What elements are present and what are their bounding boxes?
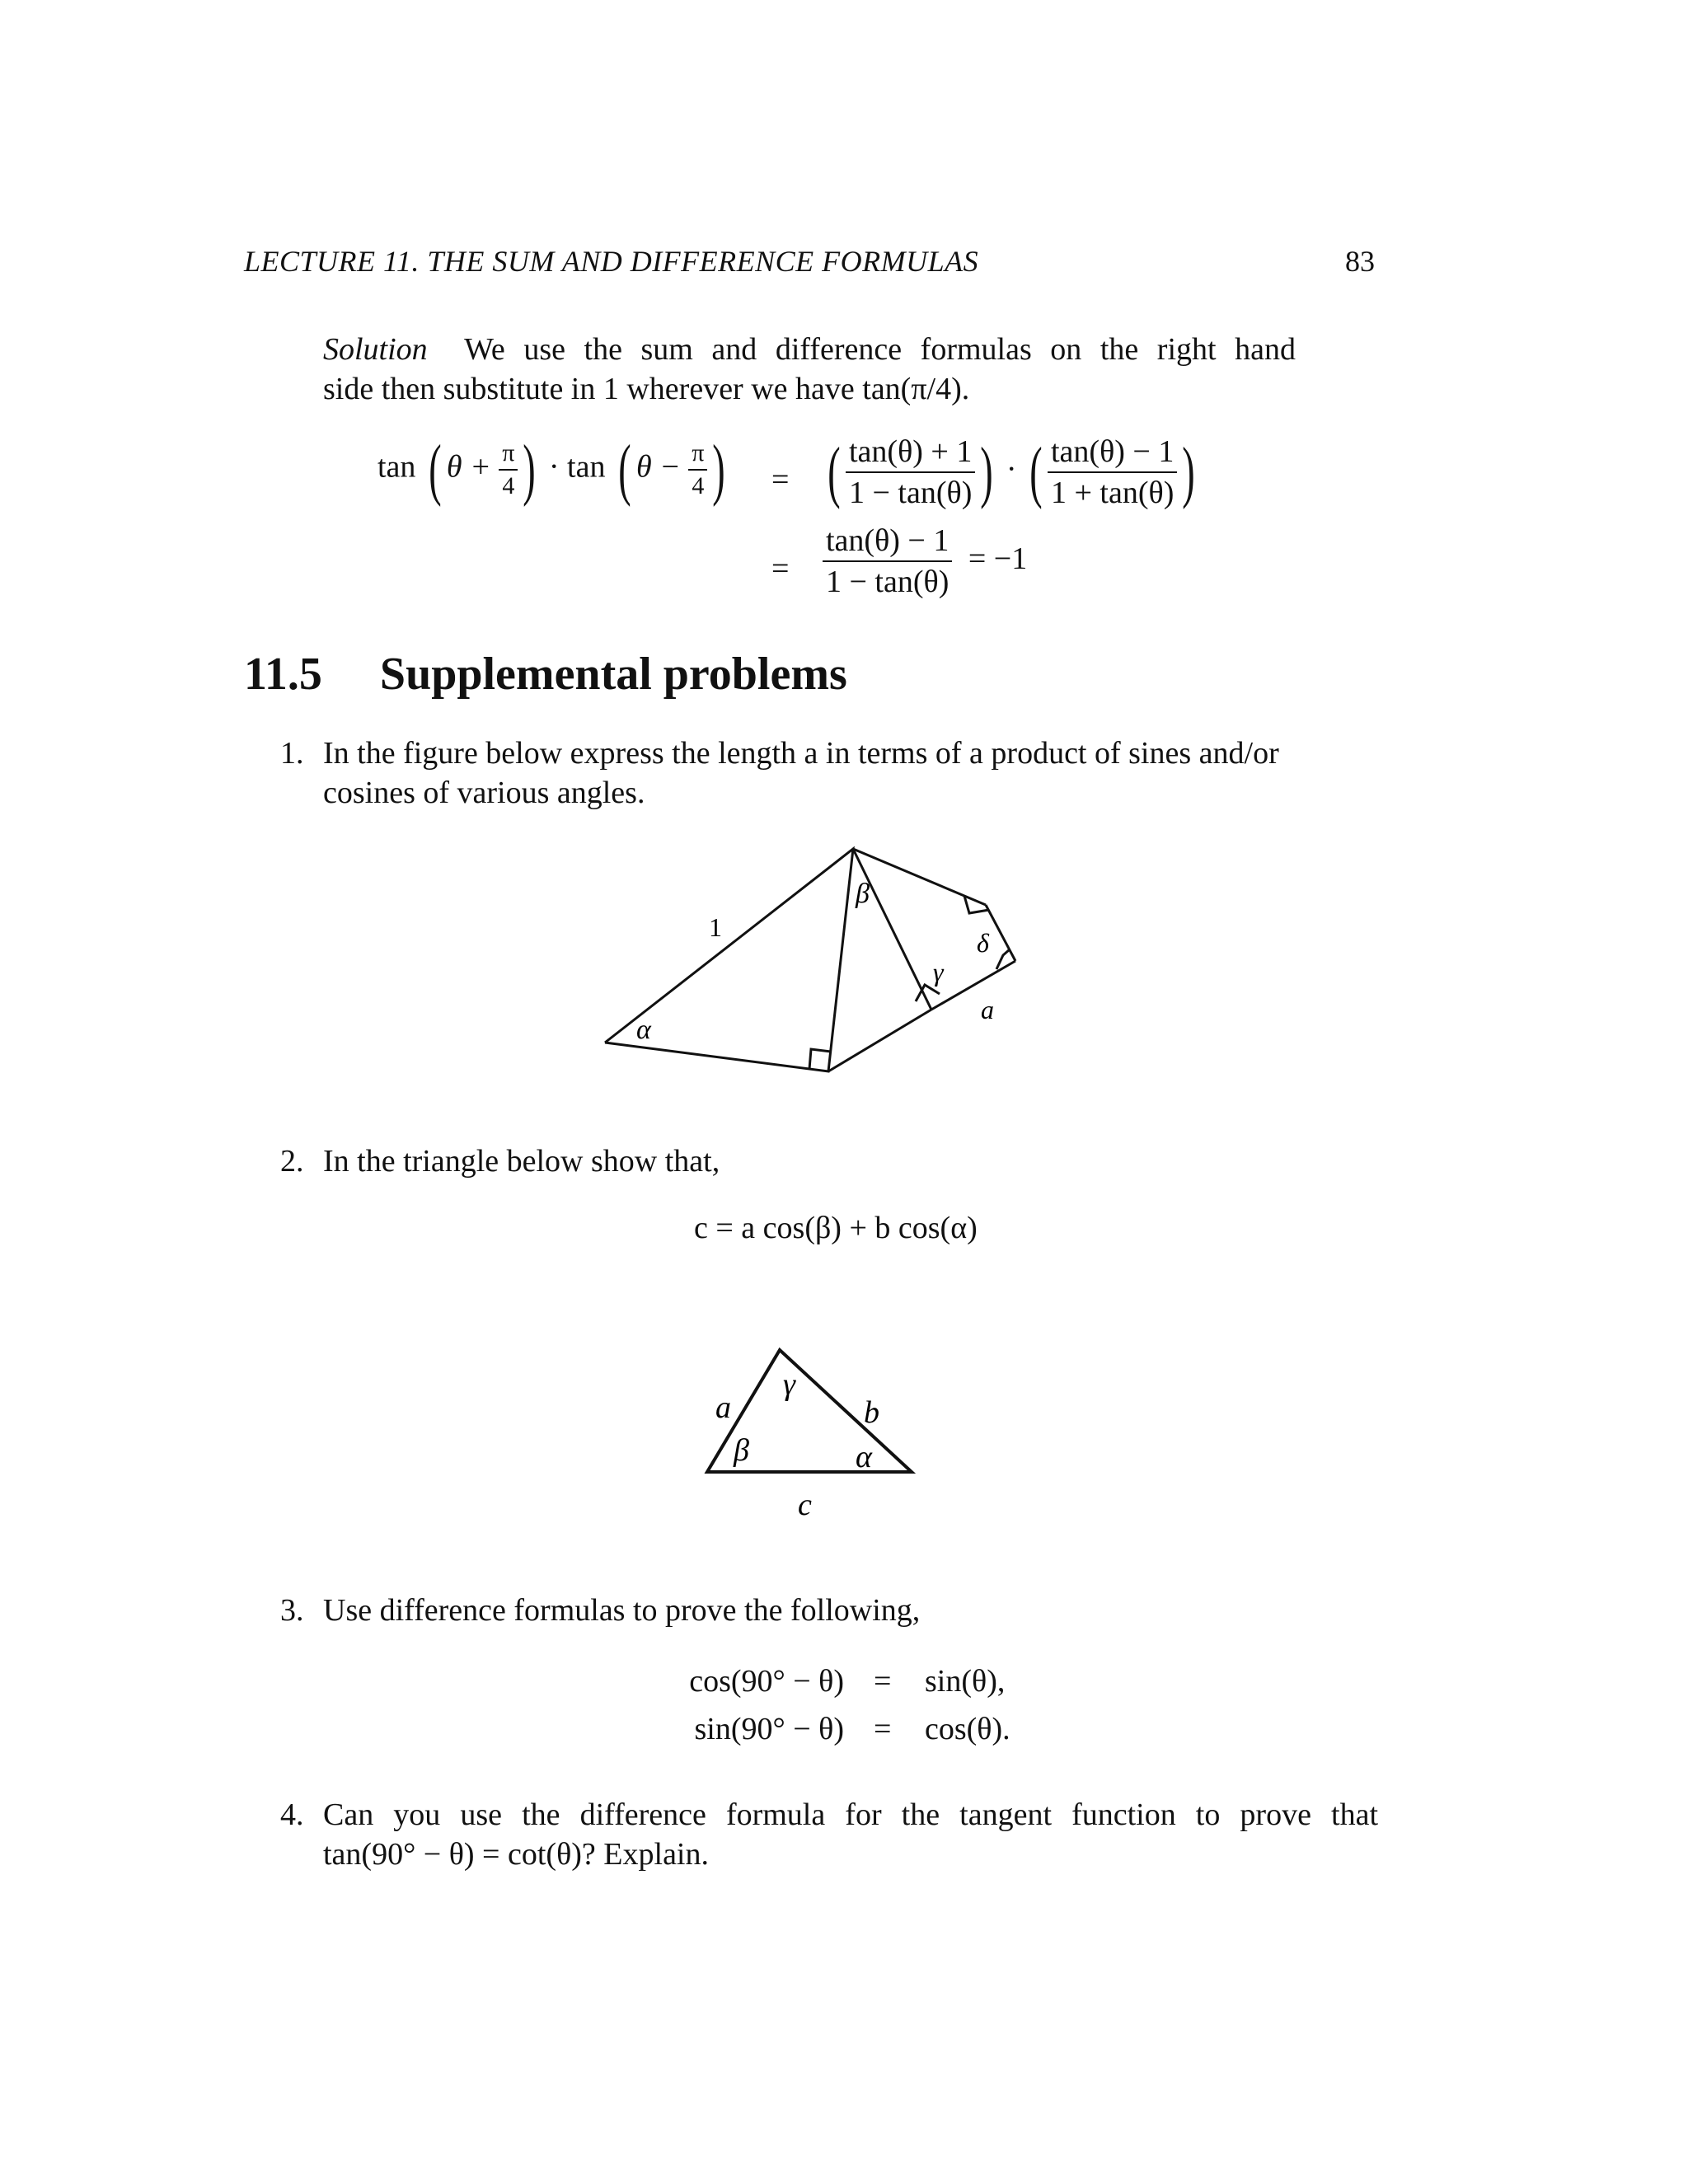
solution-label: Solution (323, 332, 428, 367)
label-a: a (981, 995, 994, 1024)
problem-1-text: In the figure below express the length a in terms of a product of sines and/or cosines of various angles. (323, 736, 1279, 810)
problem-4-number: 4. (280, 1797, 304, 1832)
label-side-a: a (715, 1390, 731, 1425)
label-side-c: c (798, 1488, 812, 1522)
problem-1-number: 1. (280, 736, 304, 771)
identity-2-rhs: cos(θ). (925, 1712, 1010, 1746)
problem-3-text: Use difference formulas to prove the following, (323, 1593, 921, 1628)
equation-rhs-2: $\frac{\tan(\theta) - 1}{1 - \tan(\theta)}$ = −1 (823, 523, 1027, 600)
equation-lhs: tan ( θ + $\frac{\pi}{4}$ ) · tan ( θ − $\frac{\pi}{4}$ ) (377, 431, 726, 508)
problem-2-formula: c = a cos(β) + b cos(α) (694, 1211, 978, 1245)
identity-1-lhs: cos(90° − θ) (689, 1664, 844, 1699)
problem-3-number: 3. (280, 1593, 304, 1628)
identity-1-rhs: sin(θ), (925, 1664, 1006, 1699)
problem-2-text: In the triangle below show that, (323, 1144, 720, 1179)
solution-line-2: side then substitute in 1 wherever we have tan(π/4). (323, 372, 970, 406)
label-gamma: γ (933, 957, 944, 987)
page-number: 83 (1345, 245, 1375, 278)
fraction-3: $\frac{\tan(\theta) - 1}{1 - \tan(\theta)}$ (823, 523, 952, 600)
label-alpha: α (856, 1440, 872, 1474)
label-gamma: γ (783, 1367, 795, 1402)
label-side-b: b (864, 1395, 879, 1430)
fraction-2: $\frac{\tan(\theta) - 1}{1 + \tan(\theta)}$ (1048, 434, 1177, 511)
equals-sign-1: = (771, 462, 790, 497)
equals-sign-2: = (771, 551, 790, 586)
fraction-1: $\frac{\tan(\theta) + 1}{1 - \tan(\theta)}$ (846, 434, 975, 511)
solution-line-1: Solution We use the sum and difference formulas on the right hand (323, 332, 1296, 367)
pi-over-4: $\frac{\pi}{4}$ (499, 439, 518, 500)
label-one: 1 (709, 912, 722, 942)
solution-paragraph (323, 330, 1296, 409)
running-header: LECTURE 11. THE SUM AND DIFFERENCE FORMULAS (244, 245, 979, 278)
pi-over-4: $\frac{\pi}{4}$ (688, 439, 707, 500)
right-angle-marker (809, 1049, 831, 1069)
label-delta: δ (977, 928, 989, 958)
figure-2-triangle (684, 1335, 931, 1525)
label-beta: β (734, 1433, 749, 1468)
identity-2-eq: = (874, 1712, 892, 1746)
label-beta: β (856, 879, 870, 909)
figure-1-diagram (577, 832, 1039, 1104)
identity-1-eq: = (874, 1664, 892, 1699)
inner-segment (853, 849, 931, 1010)
identity-2-lhs: sin(90° − θ) (694, 1712, 844, 1746)
equation-rhs-1: ( $\frac{\tan(\theta) + 1}{1 - \tan(\theta)}$ ) · ( $\frac{\tan(\theta) - 1}{1 + \tan(\theta)}$ ) (828, 434, 1196, 510)
problem-2-number: 2. (280, 1144, 304, 1179)
problem-4-text: Can you use the difference formula for the tangent function to prove that tan(90° − θ) = cot(θ)? Explain. (323, 1797, 1378, 1872)
label-alpha: α (636, 1015, 651, 1045)
section-heading: 11.5 Supplemental problems (244, 649, 847, 700)
